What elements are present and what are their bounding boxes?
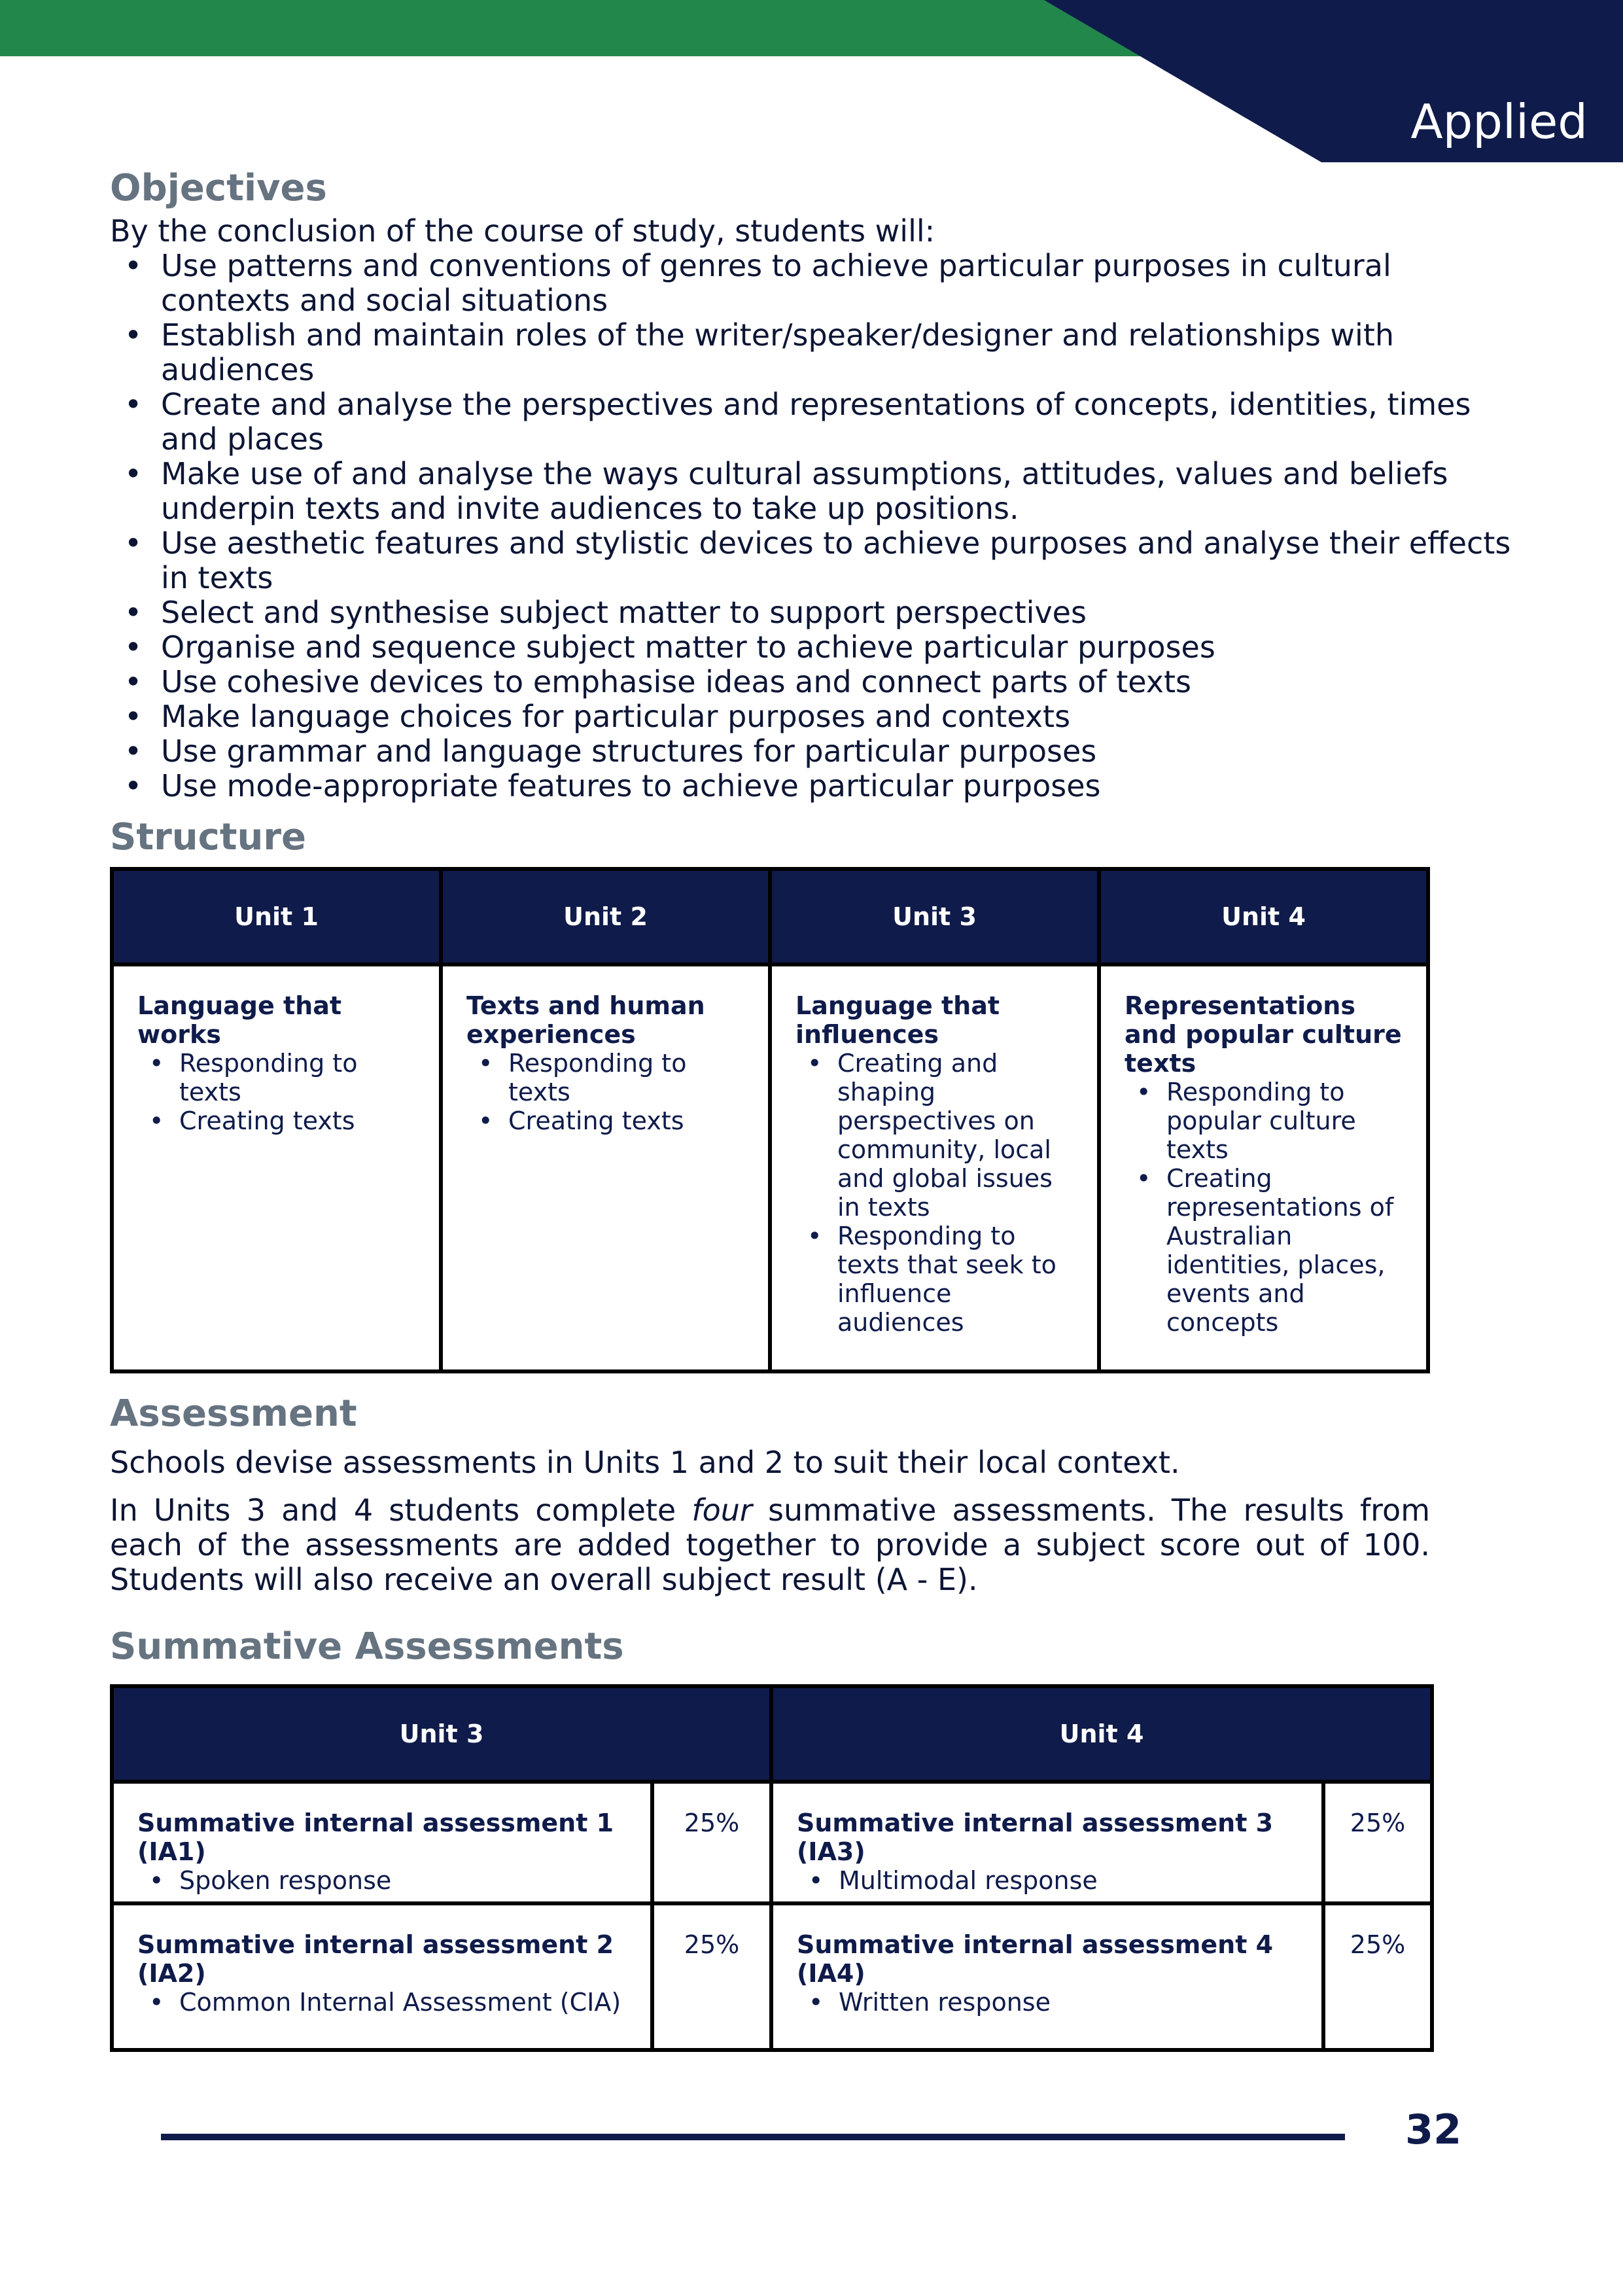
weighting-value: 25% bbox=[684, 1930, 740, 1959]
assessment-cell bbox=[112, 1782, 652, 1903]
list-item: • Written response bbox=[839, 1988, 1308, 2017]
category-label: Applied bbox=[1410, 94, 1588, 149]
page-content bbox=[110, 166, 1516, 2052]
assessment-heading: Assessment bbox=[110, 1392, 357, 1436]
unit-1-header: Unit 1 bbox=[112, 869, 441, 964]
list-item: • Organise and sequence subject matter to achieve particular purposes bbox=[161, 630, 1516, 665]
list-item: • Common Internal Assessment (CIA) bbox=[179, 1988, 637, 2017]
unit-topic-list bbox=[795, 1049, 1077, 1337]
list-item: • Use cohesive devices to emphasise ideas and connect parts of texts bbox=[161, 665, 1516, 699]
list-item: • Make use of and analyse the ways cultural assumptions, attitudes, values and beliefs underpin texts and invite audiences to take up positions. bbox=[161, 457, 1516, 526]
list-item: • Use mode-appropriate features to achieve particular purposes bbox=[161, 769, 1516, 804]
footer-divider bbox=[161, 2134, 1345, 2140]
assessment-cell bbox=[771, 1782, 1323, 1903]
list-item: • Spoken response bbox=[179, 1866, 637, 1895]
unit-title: Language that works bbox=[137, 991, 342, 1050]
structure-table bbox=[110, 867, 1430, 1373]
unit-title: Texts and human experiences bbox=[466, 991, 705, 1050]
unit-title: Representations and popular culture texts bbox=[1125, 991, 1402, 1078]
weighting-value: 25% bbox=[684, 1808, 740, 1837]
header-navy-band bbox=[0, 0, 1623, 164]
assessment-type-list bbox=[797, 1988, 1308, 2017]
list-item: • Responding to texts bbox=[508, 1049, 748, 1106]
list-item: • Use grammar and language structures for particular purposes bbox=[161, 734, 1516, 769]
unit-topic-list bbox=[137, 1049, 419, 1135]
list-item: • Responding to texts that seek to influence audiences bbox=[837, 1222, 1077, 1337]
unit-title: Language that influences bbox=[795, 991, 1000, 1050]
list-item: • Establish and maintain roles of the writer/speaker/designer and relationships with audiences bbox=[161, 318, 1516, 387]
weighting-cell bbox=[652, 1782, 771, 1903]
list-item: • Responding to popular culture texts bbox=[1166, 1078, 1406, 1164]
weighting-value: 25% bbox=[1350, 1808, 1406, 1837]
list-item: • Select and synthesise subject matter to support perspectives bbox=[161, 595, 1516, 630]
list-item: • Make language choices for particular purposes and contexts bbox=[161, 699, 1516, 734]
unit-topic-list bbox=[466, 1049, 748, 1135]
assessment-paragraph-2: In Units 3 and 4 students complete four summative assessments. The results from each of the assessments are added together to provide a subject score out of 100. Students will also receive an overall subject result (A - E). bbox=[110, 1492, 1430, 1597]
list-item: • Multimodal response bbox=[839, 1866, 1308, 1895]
unit-2-cell bbox=[441, 964, 770, 1371]
assessment-type-list bbox=[797, 1866, 1308, 1895]
objectives-list bbox=[110, 249, 1516, 804]
assessment-type-list bbox=[137, 1988, 637, 2017]
assessment-cell bbox=[112, 1903, 652, 2050]
unit-3-header: Unit 3 bbox=[770, 869, 1099, 964]
structure-heading: Structure bbox=[110, 816, 307, 859]
weighting-cell bbox=[652, 1903, 771, 2050]
objectives-intro: By the conclusion of the course of study, students will: bbox=[110, 213, 935, 249]
list-item: • Responding to texts bbox=[179, 1049, 419, 1106]
unit-4-cell bbox=[1099, 964, 1428, 1371]
unit-4-header: Unit 4 bbox=[771, 1686, 1432, 1782]
assessment-title: Summative internal assessment 1 (IA1) bbox=[137, 1808, 614, 1866]
summative-table bbox=[110, 1684, 1434, 2052]
list-item: • Use patterns and conventions of genres to achieve particular purposes in cultural contexts and social situations bbox=[161, 249, 1516, 318]
list-item: • Creating representations of Australian identities, places, events and concepts bbox=[1166, 1164, 1406, 1337]
weighting-cell bbox=[1323, 1782, 1432, 1903]
assessment-title: Summative internal assessment 2 (IA2) bbox=[137, 1930, 614, 1988]
weighting-value: 25% bbox=[1350, 1930, 1406, 1959]
page-number: 32 bbox=[1405, 2106, 1462, 2153]
assessment-title: Summative internal assessment 3 (IA3) bbox=[797, 1808, 1274, 1866]
unit-2-header: Unit 2 bbox=[441, 869, 770, 964]
unit-4-header: Unit 4 bbox=[1099, 869, 1428, 964]
list-item: • Creating and shaping perspectives on community, local and global issues in texts bbox=[837, 1049, 1077, 1222]
objectives-heading: Objectives bbox=[110, 167, 327, 209]
unit-1-cell bbox=[112, 964, 441, 1371]
unit-topic-list bbox=[1125, 1078, 1406, 1337]
list-item: • Creating texts bbox=[508, 1106, 748, 1135]
list-item: • Use aesthetic features and stylistic devices to achieve purposes and analyse their effects in texts bbox=[161, 526, 1516, 595]
assessment-cell bbox=[771, 1903, 1323, 2050]
list-item: • Create and analyse the perspectives and representations of concepts, identities, times and places bbox=[161, 387, 1516, 457]
assessment-paragraph-1: Schools devise assessments in Units 1 and 2 to suit their local context. bbox=[110, 1444, 1180, 1480]
list-item: • Creating texts bbox=[179, 1106, 419, 1135]
assessment-type-list bbox=[137, 1866, 637, 1895]
unit-3-cell bbox=[770, 964, 1099, 1371]
assessment-title: Summative internal assessment 4 (IA4) bbox=[797, 1930, 1274, 1988]
summative-heading: Summative Assessments bbox=[110, 1625, 624, 1668]
unit-3-header: Unit 3 bbox=[112, 1686, 771, 1782]
weighting-cell bbox=[1323, 1903, 1432, 2050]
